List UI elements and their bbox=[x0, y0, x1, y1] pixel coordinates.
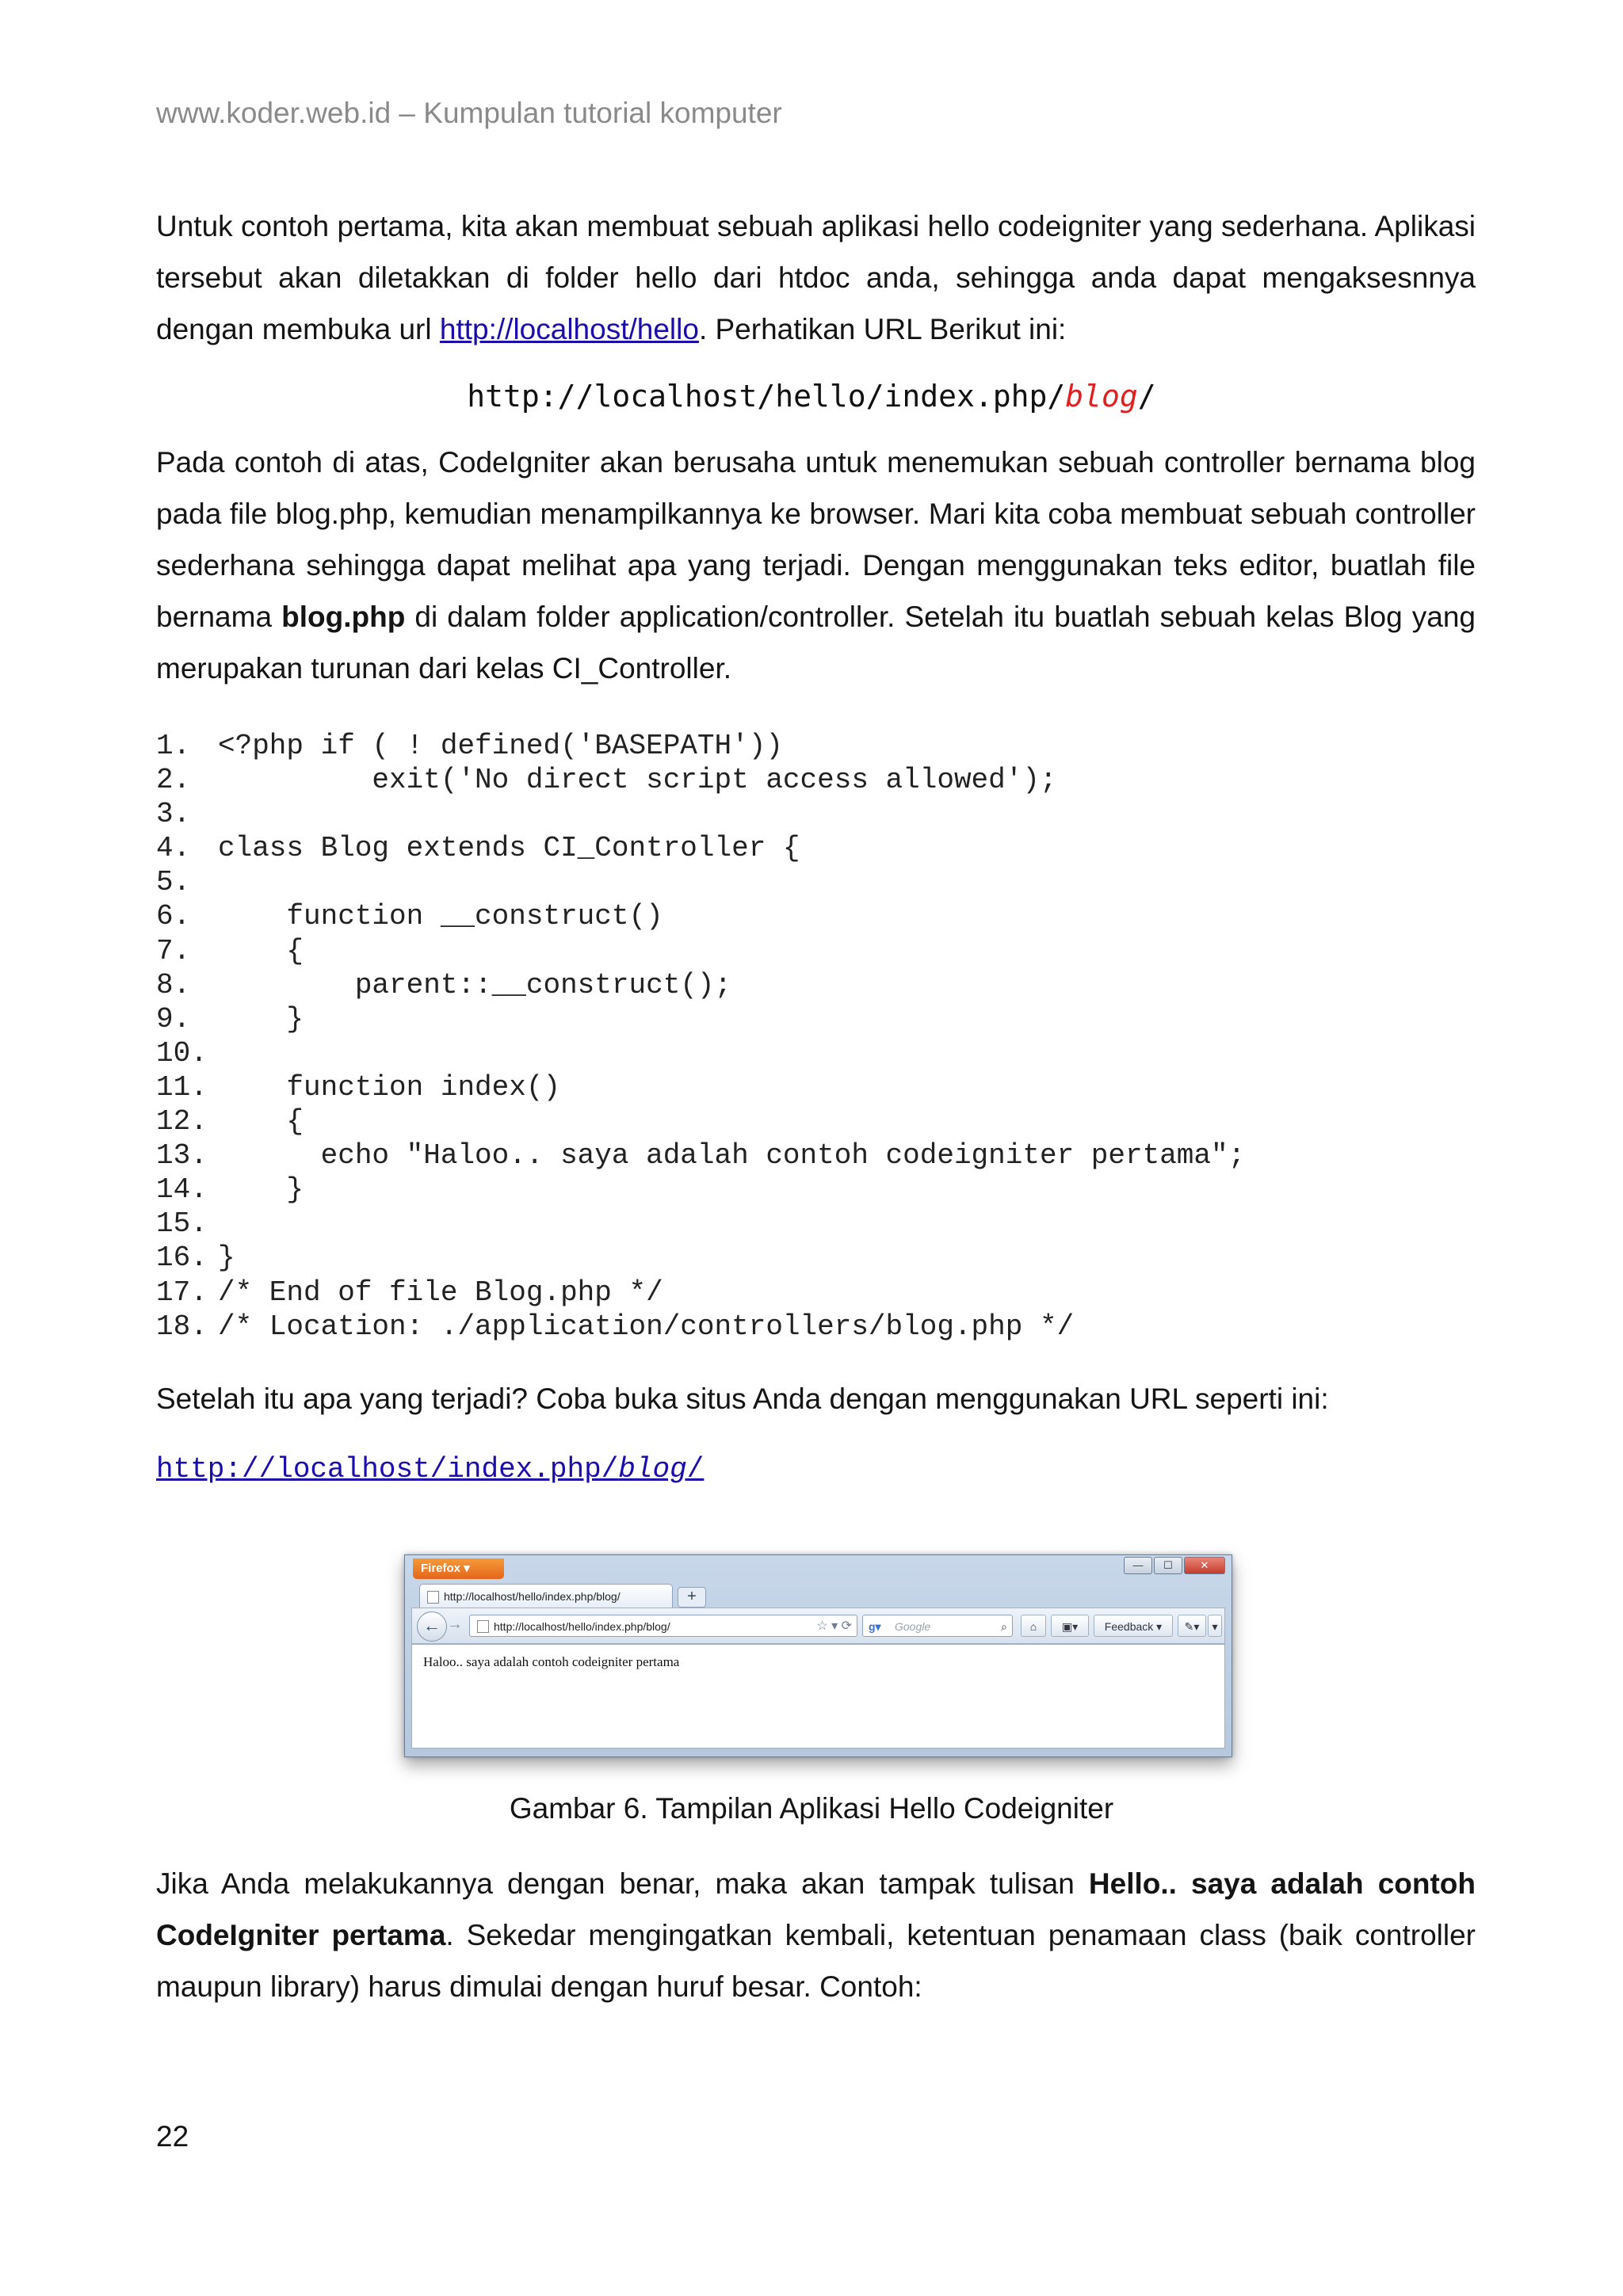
maximize-icon: ☐ bbox=[1154, 1557, 1182, 1574]
search-icon: ⌕ bbox=[1001, 1620, 1007, 1633]
code-line bbox=[156, 1173, 1503, 1207]
code-text: } bbox=[218, 1002, 304, 1035]
firefox-label: Firefox bbox=[421, 1562, 461, 1575]
code-text: exit('No direct script access allowed'); bbox=[218, 764, 1057, 797]
code-text: echo "Haloo.. saya adalah contoh codeigniter pertama"; bbox=[218, 1139, 1246, 1173]
line-number: 1. bbox=[156, 730, 191, 762]
feedback-label: Feedback bbox=[1104, 1620, 1154, 1633]
line-number: 8. bbox=[156, 968, 191, 1001]
line-number: 3. bbox=[156, 798, 191, 831]
code-line bbox=[156, 1138, 1503, 1173]
code-line bbox=[156, 729, 1503, 763]
code-text: } bbox=[218, 1241, 235, 1275]
code-text: <?php if ( ! defined('BASEPATH')) bbox=[218, 730, 783, 762]
code-line bbox=[156, 1207, 1503, 1241]
intro-text-end: . Perhatikan URL Berikut ini: bbox=[698, 313, 1067, 345]
code-line bbox=[156, 1276, 1503, 1310]
browser-content: Haloo.. saya adalah contoh codeigniter pertama bbox=[411, 1644, 1225, 1749]
search-box bbox=[862, 1615, 1013, 1637]
navigation-toolbar bbox=[411, 1608, 1225, 1644]
code-text: { bbox=[218, 934, 304, 967]
controller-paragraph bbox=[156, 437, 1476, 694]
bookmarks-icon: ▣▾ bbox=[1051, 1615, 1089, 1637]
intro-paragraph bbox=[156, 200, 1476, 355]
example-url-suffix: / bbox=[1137, 379, 1156, 414]
code-line bbox=[156, 1241, 1503, 1275]
hello-bold: Hello.. saya adalah contoh CodeIgniter pertama bbox=[156, 1867, 1476, 1951]
code-line bbox=[156, 1310, 1503, 1344]
mono-url-highlight: blog bbox=[618, 1453, 687, 1486]
example-url bbox=[0, 379, 1623, 414]
example-url-prefix: http://localhost/hello/index.php/ bbox=[467, 379, 1066, 414]
result-text: Jika Anda melakukannya dengan benar, maka akan tampak tulisan bbox=[156, 1867, 1089, 1900]
localhost-hello-link[interactable]: http://localhost/hello bbox=[439, 313, 699, 345]
code-line bbox=[156, 797, 1503, 831]
new-tab-button: + bbox=[678, 1587, 706, 1608]
line-number: 10. bbox=[156, 1036, 208, 1070]
code-line bbox=[156, 763, 1503, 797]
line-number: 9. bbox=[156, 1002, 191, 1035]
window-controls bbox=[1124, 1557, 1225, 1574]
address-text: http://localhost/hello/index.php/blog/ bbox=[494, 1620, 670, 1633]
firefox-menu-button bbox=[413, 1558, 504, 1579]
browser-screenshot bbox=[404, 1554, 1232, 1757]
code-line bbox=[156, 1002, 1503, 1036]
question-paragraph bbox=[156, 1373, 1476, 1425]
line-number: 5. bbox=[156, 866, 191, 899]
minimize-icon: — bbox=[1124, 1557, 1152, 1574]
code-text: function __construct() bbox=[218, 900, 663, 933]
overflow-icon: ▾ bbox=[1208, 1615, 1222, 1637]
blog-php-bold: blog.php bbox=[281, 601, 406, 633]
result-paragraph bbox=[156, 1858, 1476, 2012]
intro-text: Untuk contoh pertama, kita akan membuat sebuah aplikasi hello codeigniter yang sederhana. Aplikasi tersebut akan diletakkan di folder hello dari htdoc anda, sehingga anda dapat mengaksesnnya dengan membuka url bbox=[156, 210, 1476, 345]
mono-url-suffix: / bbox=[686, 1453, 705, 1486]
line-number: 14. bbox=[156, 1173, 208, 1207]
code-text: } bbox=[218, 1173, 304, 1207]
line-number: 4. bbox=[156, 832, 191, 865]
code-text: /* Location: ./application/controllers/blog.php */ bbox=[218, 1310, 1075, 1343]
code-line bbox=[156, 831, 1503, 865]
code-text: class Blog extends CI_Controller { bbox=[218, 832, 800, 865]
line-number: 13. bbox=[156, 1139, 208, 1173]
page-number: 22 bbox=[156, 2120, 189, 2153]
code-text: /* End of file Blog.php */ bbox=[218, 1276, 663, 1309]
address-bar bbox=[469, 1615, 857, 1637]
line-number: 18. bbox=[156, 1310, 208, 1343]
page-header: www.koder.web.id – Kumpulan tutorial komputer bbox=[156, 97, 782, 129]
localhost-blog-link[interactable] bbox=[156, 1453, 704, 1486]
example-url-highlight: blog bbox=[1065, 379, 1138, 414]
addon-icon: ✎▾ bbox=[1178, 1615, 1206, 1637]
code-line bbox=[156, 865, 1503, 899]
controller-text: Pada contoh di atas, CodeIgniter akan berusaha untuk menemukan sebuah controller bernama blog pada file blog.php, kemudian menampilkannya ke browser. Mari kita coba membuat sebuah controller sederhana sehingga dapat melihat apa yang terjadi. Dengan menggunakan teks editor, buatlah file bernama bbox=[156, 446, 1476, 633]
mono-url-prefix: http://localhost/index.php/ bbox=[156, 1453, 619, 1486]
code-line bbox=[156, 968, 1503, 1002]
code-text: function index() bbox=[218, 1070, 561, 1104]
page-icon bbox=[427, 1591, 439, 1604]
close-icon: ✕ bbox=[1184, 1557, 1225, 1574]
line-number: 6. bbox=[156, 900, 191, 933]
controller-text-end: di dalam folder application/controller. Setelah itu buatlah sebuah kelas Blog yang merupakan turunan dari kelas CI_Controller. bbox=[156, 601, 1476, 685]
code-line bbox=[156, 1104, 1503, 1138]
star-reload-icons: ☆ ▾ ⟳ bbox=[816, 1619, 852, 1633]
code-line bbox=[156, 899, 1503, 933]
forward-arrow-icon: → bbox=[447, 1615, 463, 1633]
line-number: 11. bbox=[156, 1070, 208, 1104]
chevron-down-icon: ▾ bbox=[464, 1562, 470, 1575]
browser-tab bbox=[419, 1584, 673, 1608]
code-text: { bbox=[218, 1105, 304, 1138]
page-icon bbox=[477, 1620, 489, 1633]
tab-title: http://localhost/hello/index.php/blog/ bbox=[444, 1590, 621, 1603]
search-placeholder: Google bbox=[895, 1620, 931, 1633]
line-number: 7. bbox=[156, 934, 191, 967]
back-arrow-icon: ← bbox=[417, 1611, 447, 1642]
feedback-button: Feedback ▾ bbox=[1094, 1615, 1173, 1637]
line-number: 17. bbox=[156, 1276, 208, 1309]
line-number: 16. bbox=[156, 1241, 208, 1275]
line-number: 2. bbox=[156, 764, 191, 797]
result-text-end: . Sekedar mengingatkan kembali, ketentuan penamaan class (baik controller maupun library) harus dimulai dengan huruf besar. Contoh: bbox=[156, 1919, 1476, 2003]
question-text: Setelah itu apa yang terjadi? Coba buka situs Anda dengan menggunakan URL seperti ini: bbox=[156, 1383, 1329, 1415]
google-icon: g▾ bbox=[869, 1620, 881, 1633]
code-line bbox=[156, 934, 1503, 968]
figure-caption: Gambar 6. Tampilan Aplikasi Hello Codeigniter bbox=[509, 1792, 1114, 1825]
code-line bbox=[156, 1070, 1503, 1104]
line-number: 12. bbox=[156, 1105, 208, 1138]
home-icon: ⌂ bbox=[1021, 1615, 1046, 1637]
line-number: 15. bbox=[156, 1207, 208, 1241]
code-listing bbox=[156, 729, 1503, 1344]
code-text: parent::__construct(); bbox=[218, 968, 732, 1001]
code-line bbox=[156, 1036, 1503, 1070]
